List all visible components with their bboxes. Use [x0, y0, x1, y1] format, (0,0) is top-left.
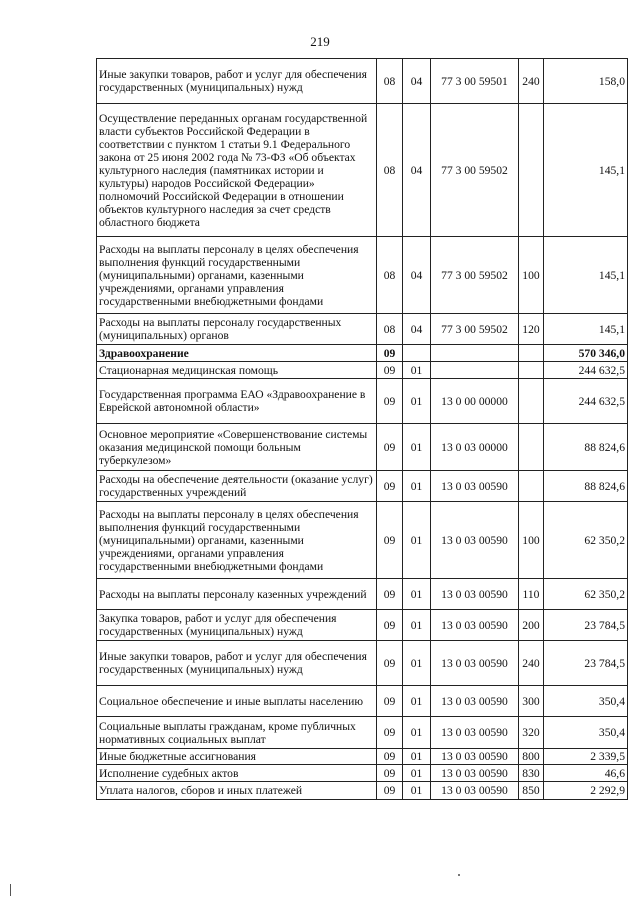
row-subsection: 01	[403, 424, 431, 471]
row-target-article: 13 0 03 00590	[431, 471, 519, 502]
row-name: Расходы на выплаты персоналу в целях обеспечения выполнения функций государственными (муниципальными) органами, казенными учреждениями, органами управления государственными внебюджетными фондами	[97, 237, 377, 314]
row-target-article	[431, 345, 519, 362]
table-row	[97, 717, 628, 749]
row-name: Стационарная медицинская помощь	[97, 362, 377, 379]
row-target-article: 77 3 00 59502	[431, 237, 519, 314]
row-expense-type	[519, 104, 544, 237]
row-expense-type	[519, 345, 544, 362]
row-expense-type	[519, 379, 544, 424]
page-number: 219	[310, 34, 330, 49]
row-amount: 350,4	[544, 717, 628, 749]
row-subsection: 01	[403, 610, 431, 641]
table-row	[97, 502, 628, 579]
row-subsection: 01	[403, 579, 431, 610]
row-amount: 244 632,5	[544, 362, 628, 379]
scan-speck	[458, 874, 460, 876]
row-expense-type: 300	[519, 686, 544, 717]
row-amount: 62 350,2	[544, 502, 628, 579]
row-target-article: 13 0 03 00590	[431, 610, 519, 641]
row-amount: 2 292,9	[544, 782, 628, 800]
table-row	[97, 579, 628, 610]
table-row	[97, 641, 628, 686]
row-subsection	[403, 345, 431, 362]
row-subsection: 01	[403, 686, 431, 717]
table-body	[97, 59, 628, 800]
row-section: 08	[377, 104, 403, 237]
table-row	[97, 749, 628, 765]
row-target-article: 77 3 00 59501	[431, 59, 519, 104]
row-name: Иные закупки товаров, работ и услуг для обеспечения государственных (муниципальных) нужд	[97, 59, 377, 104]
row-target-article: 13 0 03 00590	[431, 641, 519, 686]
row-expense-type: 850	[519, 782, 544, 800]
row-expense-type: 240	[519, 59, 544, 104]
table-row	[97, 237, 628, 314]
table-row	[97, 362, 628, 379]
row-name: Иные бюджетные ассигнования	[97, 749, 377, 765]
row-section: 09	[377, 782, 403, 800]
row-subsection: 04	[403, 314, 431, 345]
row-subsection: 04	[403, 237, 431, 314]
row-section: 09	[377, 502, 403, 579]
row-amount: 88 824,6	[544, 471, 628, 502]
row-expense-type: 110	[519, 579, 544, 610]
row-expense-type: 100	[519, 237, 544, 314]
row-subsection: 01	[403, 362, 431, 379]
row-name: Основное мероприятие «Совершенствование системы оказания медицинской помощи больным туберкулезом»	[97, 424, 377, 471]
row-subsection: 04	[403, 104, 431, 237]
row-expense-type: 100	[519, 502, 544, 579]
row-amount: 158,0	[544, 59, 628, 104]
row-name: Расходы на выплаты персоналу государственных (муниципальных) органов	[97, 314, 377, 345]
table-row	[97, 471, 628, 502]
row-target-article: 13 0 00 00000	[431, 379, 519, 424]
row-target-article: 13 0 03 00590	[431, 782, 519, 800]
row-target-article: 13 0 03 00590	[431, 502, 519, 579]
row-name: Социальное обеспечение и иные выплаты населению	[97, 686, 377, 717]
row-section: 09	[377, 610, 403, 641]
table-row	[97, 314, 628, 345]
row-name: Расходы на обеспечение деятельности (оказание услуг) государственных учреждений	[97, 471, 377, 502]
table-row	[97, 379, 628, 424]
table-row	[97, 424, 628, 471]
row-subsection: 01	[403, 717, 431, 749]
row-name: Здравоохранение	[97, 345, 377, 362]
row-target-article: 13 0 03 00590	[431, 717, 519, 749]
table-row	[97, 104, 628, 237]
row-section: 09	[377, 717, 403, 749]
row-expense-type: 120	[519, 314, 544, 345]
table-row	[97, 782, 628, 800]
row-target-article: 13 0 03 00000	[431, 424, 519, 471]
margin-mark	[10, 884, 11, 896]
row-name: Расходы на выплаты персоналу в целях обеспечения выполнения функций государственными (муниципальными) органами, казенными учреждениями, органами управления государственными внебюджетными фондами	[97, 502, 377, 579]
row-amount: 88 824,6	[544, 424, 628, 471]
row-expense-type: 240	[519, 641, 544, 686]
row-expense-type	[519, 362, 544, 379]
row-target-article: 77 3 00 59502	[431, 104, 519, 237]
row-section: 09	[377, 686, 403, 717]
row-subsection: 01	[403, 502, 431, 579]
row-expense-type: 830	[519, 765, 544, 782]
row-amount: 23 784,5	[544, 641, 628, 686]
row-amount: 350,4	[544, 686, 628, 717]
row-amount: 62 350,2	[544, 579, 628, 610]
row-amount: 145,1	[544, 237, 628, 314]
row-amount: 23 784,5	[544, 610, 628, 641]
row-section: 08	[377, 59, 403, 104]
row-amount: 570 346,0	[544, 345, 628, 362]
row-name: Государственная программа ЕАО «Здравоохранение в Еврейской автономной области»	[97, 379, 377, 424]
row-name: Расходы на выплаты персоналу казенных учреждений	[97, 579, 377, 610]
row-name: Исполнение судебных актов	[97, 765, 377, 782]
row-subsection: 01	[403, 379, 431, 424]
row-amount: 2 339,5	[544, 749, 628, 765]
row-section: 09	[377, 765, 403, 782]
row-target-article: 77 3 00 59502	[431, 314, 519, 345]
row-section: 08	[377, 237, 403, 314]
budget-table	[96, 58, 628, 800]
row-name: Закупка товаров, работ и услуг для обеспечения государственных (муниципальных) нужд	[97, 610, 377, 641]
row-name: Уплата налогов, сборов и иных платежей	[97, 782, 377, 800]
row-subsection: 01	[403, 765, 431, 782]
row-amount: 244 632,5	[544, 379, 628, 424]
row-expense-type: 200	[519, 610, 544, 641]
row-subsection: 01	[403, 641, 431, 686]
row-section: 09	[377, 345, 403, 362]
row-expense-type: 800	[519, 749, 544, 765]
row-subsection: 01	[403, 471, 431, 502]
row-section: 09	[377, 424, 403, 471]
row-section: 09	[377, 749, 403, 765]
row-amount: 46,6	[544, 765, 628, 782]
row-section: 09	[377, 641, 403, 686]
row-target-article: 13 0 03 00590	[431, 749, 519, 765]
table-row	[97, 59, 628, 104]
row-name: Осуществление переданных органам государственной власти субъектов Российской Федерации в соответствии с пунктом 1 статьи 9.1 Федерального закона от 25 июня 2002 года № 73-ФЗ «Об объектах культурного наследия (памятниках истории и культуры) народов Российской Федерации» полномочий Российской Федерации в отношении объектов культурного наследия за счет средств областного бюджета	[97, 104, 377, 237]
row-name: Социальные выплаты гражданам, кроме публичных нормативных социальных выплат	[97, 717, 377, 749]
table-row	[97, 686, 628, 717]
row-target-article: 13 0 03 00590	[431, 765, 519, 782]
row-amount: 145,1	[544, 314, 628, 345]
row-target-article	[431, 362, 519, 379]
table-row	[97, 610, 628, 641]
row-target-article: 13 0 03 00590	[431, 686, 519, 717]
row-amount: 145,1	[544, 104, 628, 237]
row-subsection: 01	[403, 782, 431, 800]
row-section: 09	[377, 362, 403, 379]
row-subsection: 04	[403, 59, 431, 104]
row-section: 09	[377, 579, 403, 610]
row-target-article: 13 0 03 00590	[431, 579, 519, 610]
table-row	[97, 765, 628, 782]
row-expense-type: 320	[519, 717, 544, 749]
row-expense-type	[519, 471, 544, 502]
row-name: Иные закупки товаров, работ и услуг для обеспечения государственных (муниципальных) нужд	[97, 641, 377, 686]
table-row	[97, 345, 628, 362]
row-expense-type	[519, 424, 544, 471]
row-section: 09	[377, 471, 403, 502]
row-section: 09	[377, 379, 403, 424]
row-subsection: 01	[403, 749, 431, 765]
row-section: 08	[377, 314, 403, 345]
